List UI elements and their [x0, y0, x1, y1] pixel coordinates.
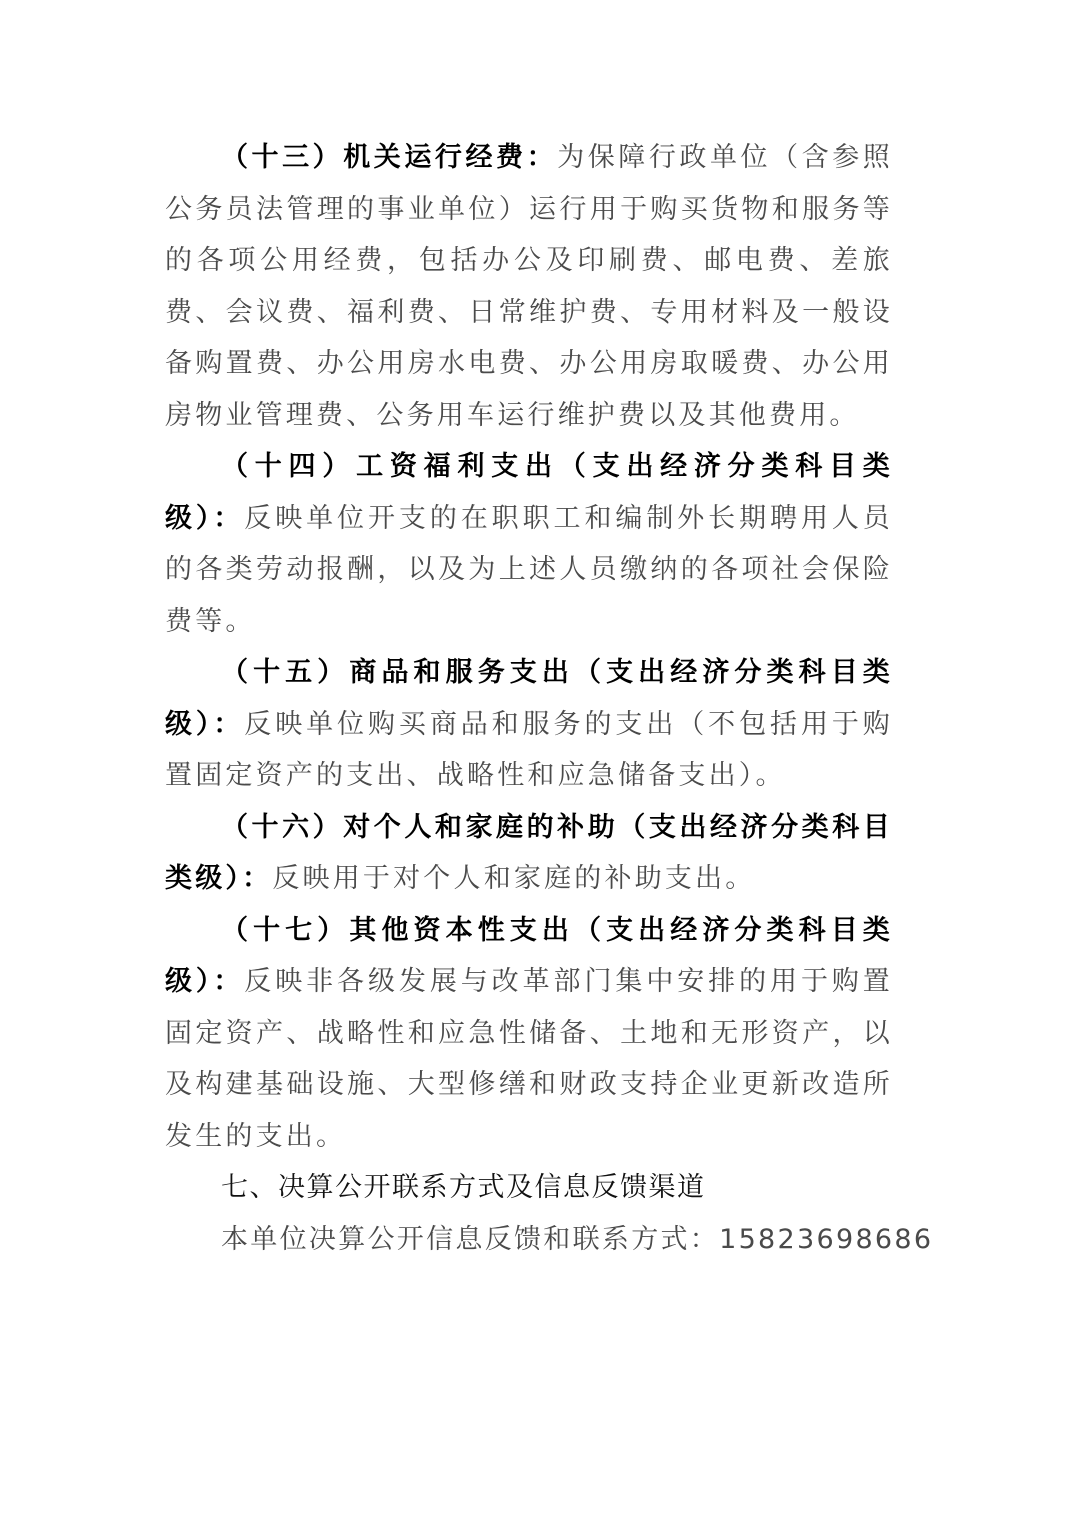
- definition-term: （十五）商品和服务支出（支出经济分类科目类级）：: [165, 657, 893, 740]
- document-page: [165, 132, 934, 1265]
- definition-description: 反映用于对个人和家庭的补助支出。: [272, 863, 756, 894]
- definition-description: 反映单位购买商品和服务的支出（不包括用于购置固定资产的支出、战略性和应急储备支出）。: [165, 708, 893, 791]
- definition-description: 反映单位开支的在职职工和编制外长期聘用人员的各类劳动报酬，以及为上述人员缴纳的各项社会保险费等。: [165, 502, 893, 637]
- definition-term: （十三）机关运行经费：: [221, 142, 558, 173]
- definition-item-15: [165, 647, 893, 802]
- definition-item-14: [165, 441, 893, 647]
- definition-term: （十六）对个人和家庭的补助（支出经济分类科目类级）：: [165, 811, 893, 894]
- contact-info: 本单位决算公开信息反馈和联系方式：15823698686: [221, 1223, 934, 1255]
- definition-term: （十七）其他资本性支出（支出经济分类科目类级）：: [165, 914, 893, 997]
- definition-description: 为保障行政单位（含参照公务员法管理的事业单位）运行用于购买货物和服务等的各项公用经费，包括办公及印刷费、邮电费、差旅费、会议费、福利费、日常维护费、专用材料及一般设备购置费、办公用房水电费、办公用房取暖费、办公用房物业管理费、公务用车运行维护费以及其他费用。: [165, 142, 894, 431]
- definition-item-13: [165, 132, 893, 441]
- definition-item-17: [165, 905, 893, 1163]
- definition-description: 反映非各级发展与改革部门集中安排的用于购置固定资产、战略性和应急性储备、土地和无形资产，以及构建基础设施、大型修缮和财政支持企业更新改造所发生的支出。: [165, 966, 893, 1152]
- definition-term: （十四）工资福利支出（支出经济分类科目类级）：: [165, 451, 893, 534]
- definition-item-16: [165, 802, 893, 905]
- section-heading: 七、决算公开联系方式及信息反馈渠道: [221, 1172, 706, 1203]
